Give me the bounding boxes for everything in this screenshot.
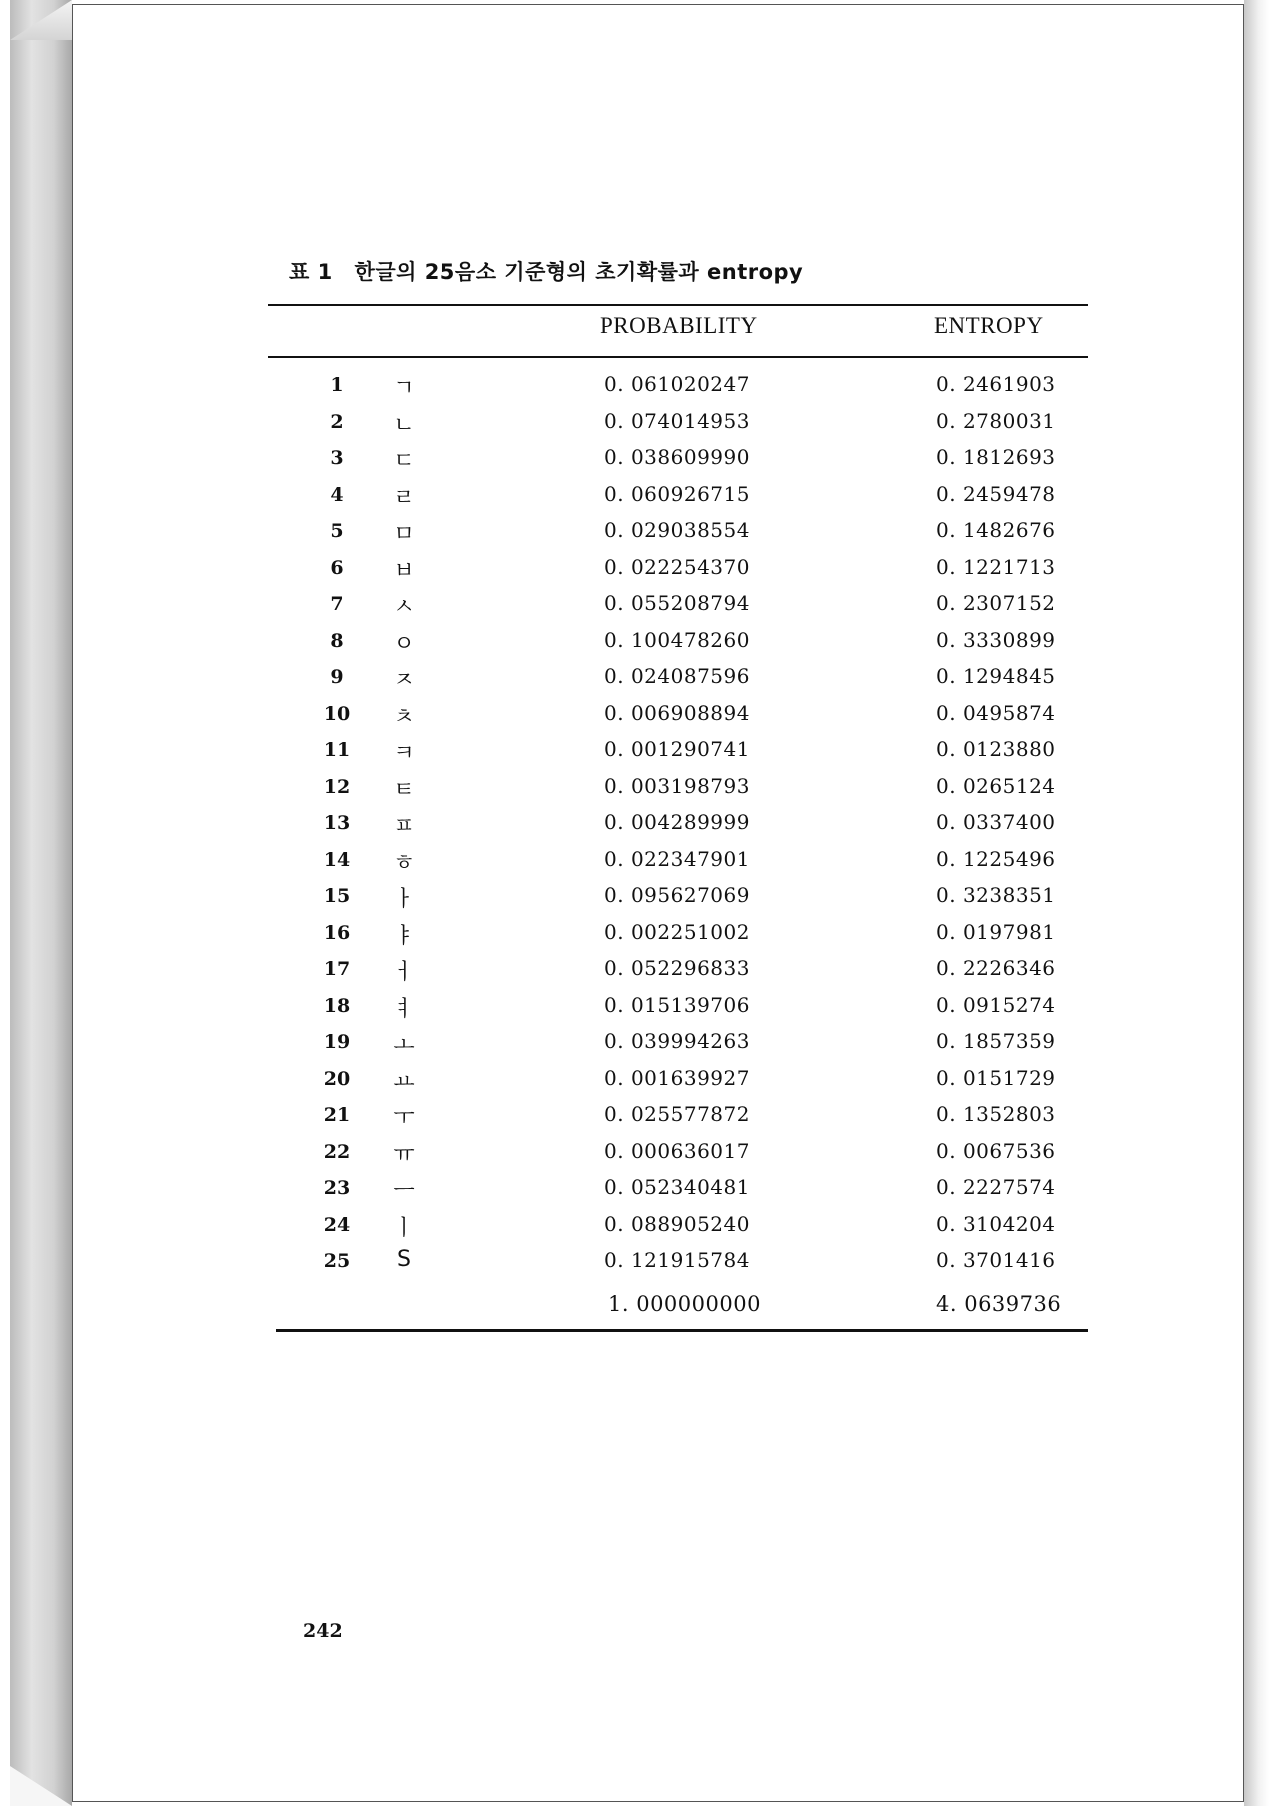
- row-number: 8: [330, 629, 344, 652]
- table-row: [0, 587, 1269, 623]
- row-probability: 0. 029038554: [604, 518, 750, 542]
- row-number: 10: [323, 702, 351, 725]
- row-entropy: 0. 1812693: [936, 445, 1056, 469]
- row-jamo: ㅌ: [393, 777, 415, 803]
- row-number: 15: [323, 885, 351, 907]
- header-entropy: ENTROPY: [934, 313, 1044, 338]
- row-entropy: 0. 0915274: [936, 992, 1056, 1017]
- table-row: [0, 405, 1269, 441]
- row-entropy: 0. 0067536: [936, 1138, 1056, 1163]
- header-probability: PROBABILITY: [600, 313, 758, 338]
- row-entropy: 0. 2307152: [936, 591, 1056, 615]
- row-entropy: 0. 2226346: [936, 956, 1056, 980]
- row-number: 16: [323, 921, 351, 944]
- row-probability: 0. 052296833: [604, 956, 750, 980]
- row-entropy: 0. 0197981: [936, 919, 1056, 944]
- table-label: 표 1: [289, 260, 333, 284]
- table-row: [0, 843, 1269, 879]
- row-entropy: 0. 3330899: [936, 627, 1056, 652]
- row-probability: 0. 061020247: [604, 372, 750, 396]
- table-row: [0, 879, 1269, 915]
- row-probability: 0. 004289999: [604, 810, 750, 834]
- table-row: [0, 1062, 1269, 1098]
- row-probability: 0. 024087596: [604, 664, 750, 688]
- bottom-rule: [276, 1329, 1088, 1332]
- row-number: 13: [323, 812, 351, 834]
- row-probability: 0. 025577872: [604, 1102, 750, 1126]
- row-jamo: ㅓ: [393, 960, 415, 985]
- row-entropy: 0. 1225496: [936, 846, 1056, 871]
- row-jamo: ㅑ: [393, 923, 415, 949]
- row-jamo: ㅇ: [393, 631, 415, 657]
- row-number: 7: [330, 593, 344, 615]
- row-jamo: ㅣ: [393, 1215, 415, 1241]
- row-number: 19: [323, 1031, 351, 1053]
- row-entropy: 0. 0495874: [936, 700, 1056, 725]
- row-entropy: 0. 0123880: [936, 737, 1056, 761]
- row-probability: 0. 088905240: [604, 1211, 750, 1236]
- row-probability: 0. 095627069: [604, 883, 750, 907]
- row-jamo: ㅂ: [393, 558, 415, 584]
- row-jamo: ㅡ: [393, 1179, 415, 1204]
- row-entropy: 0. 3104204: [936, 1211, 1056, 1236]
- row-probability: 0. 001639927: [604, 1065, 750, 1090]
- row-jamo: ㄹ: [393, 485, 415, 511]
- table-row: [0, 1244, 1269, 1280]
- table-row: [0, 660, 1269, 696]
- table-row: [0, 368, 1269, 404]
- row-jamo: ㅕ: [393, 996, 415, 1022]
- table-row: [0, 624, 1269, 660]
- table-caption: [289, 256, 803, 286]
- row-jamo: ㅊ: [393, 704, 415, 730]
- row-jamo: ㅋ: [393, 741, 415, 766]
- row-jamo: ㄷ: [393, 449, 415, 474]
- row-entropy: 0. 2459478: [936, 481, 1056, 506]
- table-title: 한글의 25음소 기준형의 초기확률과 entropy: [354, 260, 804, 284]
- table-row: [0, 1025, 1269, 1061]
- row-jamo: ㄴ: [393, 412, 415, 438]
- row-number: 3: [330, 447, 344, 469]
- row-number: 25: [323, 1250, 351, 1272]
- row-probability: 0. 038609990: [604, 445, 750, 469]
- table-row: [0, 952, 1269, 988]
- row-entropy: 0. 0337400: [936, 810, 1056, 834]
- total-probability: 1. 000000000: [608, 1292, 761, 1316]
- total-entropy: 4. 0639736: [936, 1292, 1062, 1316]
- row-number: 4: [330, 483, 344, 506]
- table-row: [0, 770, 1269, 806]
- row-entropy: 0. 2461903: [936, 372, 1056, 396]
- row-number: 18: [323, 994, 351, 1017]
- row-probability: 0. 039994263: [604, 1029, 750, 1053]
- row-entropy: 0. 0151729: [936, 1065, 1056, 1090]
- table-row: [0, 989, 1269, 1025]
- table-row: [0, 1171, 1269, 1207]
- row-jamo: ㅁ: [393, 522, 415, 547]
- row-jamo: ㅛ: [393, 1069, 415, 1095]
- row-probability: 0. 074014953: [604, 408, 750, 433]
- table-row: [0, 551, 1269, 587]
- row-number: 14: [323, 848, 351, 871]
- row-probability: 0. 000636017: [604, 1138, 750, 1163]
- row-number: 1: [330, 374, 344, 396]
- table-row: [0, 806, 1269, 842]
- row-probability: 0. 022254370: [604, 554, 750, 579]
- table-row: [0, 1208, 1269, 1244]
- page-number: 242: [303, 1620, 343, 1642]
- row-entropy: 0. 3701416: [936, 1248, 1056, 1272]
- row-probability: 0. 055208794: [604, 591, 750, 615]
- row-jamo: ㅏ: [393, 887, 415, 912]
- row-probability: 0. 100478260: [604, 627, 750, 652]
- row-jamo: ㅍ: [393, 814, 415, 839]
- row-number: 23: [323, 1177, 351, 1199]
- row-jamo: ㅗ: [393, 1033, 415, 1058]
- row-probability: 0. 003198793: [604, 773, 750, 798]
- row-probability: 0. 022347901: [604, 846, 750, 871]
- row-number: 20: [323, 1067, 351, 1090]
- row-number: 6: [330, 556, 344, 579]
- row-number: 22: [323, 1140, 351, 1163]
- table-row: [0, 733, 1269, 769]
- header-rule: [268, 356, 1088, 358]
- row-entropy: 0. 1221713: [936, 554, 1056, 579]
- row-probability: 0. 001290741: [604, 737, 750, 761]
- row-number: 12: [323, 775, 351, 798]
- row-entropy: 0. 2780031: [936, 408, 1056, 433]
- row-number: 24: [323, 1213, 351, 1236]
- row-number: 9: [330, 666, 344, 688]
- row-probability: 0. 006908894: [604, 700, 750, 725]
- table-row: [0, 1098, 1269, 1134]
- row-entropy: 0. 1352803: [936, 1102, 1056, 1126]
- table-row: [0, 916, 1269, 952]
- row-entropy: 0. 3238351: [936, 883, 1056, 907]
- row-jamo: S: [397, 1247, 411, 1272]
- row-number: 11: [323, 739, 351, 761]
- row-jamo: ㅠ: [393, 1142, 415, 1168]
- row-probability: 0. 002251002: [604, 919, 750, 944]
- row-jamo: ㅅ: [393, 595, 415, 620]
- row-probability: 0. 121915784: [604, 1248, 750, 1272]
- row-number: 17: [323, 958, 351, 980]
- row-jamo: ㅈ: [393, 668, 415, 693]
- row-number: 21: [323, 1104, 351, 1126]
- row-number: 5: [330, 520, 344, 542]
- row-entropy: 0. 1482676: [936, 518, 1056, 542]
- row-probability: 0. 060926715: [604, 481, 750, 506]
- row-entropy: 0. 2227574: [936, 1175, 1056, 1199]
- row-probability: 0. 052340481: [604, 1175, 750, 1199]
- row-jamo: ㅎ: [393, 850, 415, 876]
- table-row: [0, 441, 1269, 477]
- table-row: [0, 514, 1269, 550]
- table-row: [0, 1135, 1269, 1171]
- row-number: 2: [330, 410, 344, 433]
- table-row: [0, 697, 1269, 733]
- row-entropy: 0. 0265124: [936, 773, 1056, 798]
- row-jamo: ㄱ: [393, 376, 415, 401]
- row-entropy: 0. 1294845: [936, 664, 1056, 688]
- row-jamo: ㅜ: [393, 1106, 415, 1131]
- top-rule: [268, 304, 1088, 306]
- table-row: [0, 478, 1269, 514]
- row-probability: 0. 015139706: [604, 992, 750, 1017]
- row-entropy: 0. 1857359: [936, 1029, 1056, 1053]
